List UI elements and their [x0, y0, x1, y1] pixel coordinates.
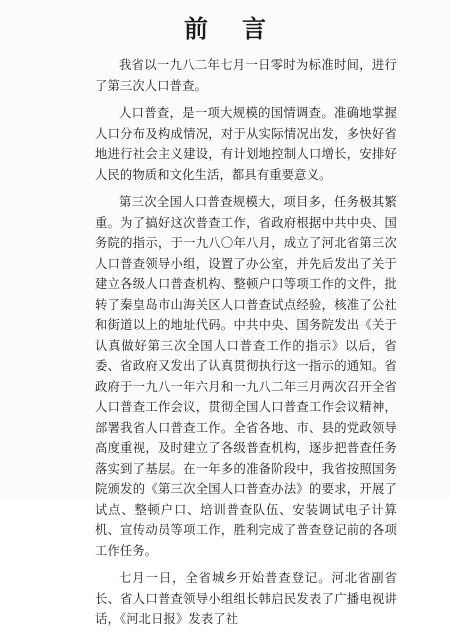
- paragraph-3: 第三次全国人口普查规模大，项目多，任务极其繁重。为了搞好这次普查工作，省政府根据中共中央、国务院的指示，于一九八〇年八月，成立了河北省第三次人口普查领导小组，设置了办公室，并先后发出了关于建立各级人口普查机构、整顿户口等项工作的文件，批转了秦皇岛市山海关区人口普查试点经验，核准了公社和街道以上的地址代码。中共中央、国务院发出《关于认真做好第三次全国人口普查工作的指示》以后，省委、省政府又发出了认真贯彻执行这一指示的通知。省政府于一九八一年六月和一九八二年三月两次召开全省人口普查工作会议，贯彻全国人口普查工作会议精神，部署我省人口普查工作。全省各地、市、县的党政领导高度重视，及时建立了各级普查机构，逐步把普查任务落实到了基层。在一年多的准备阶段中，我省按照国务院颁发的《第三次全国人口普查办法》的要求，开展了试点、整顿户口、培训普查队伍、安装调试电子计算机、宣传动员等项工作，胜利完成了普查登记前的各项工作任务。: [95, 195, 397, 558]
- body-text: [95, 55, 397, 637]
- paragraph-1: 我省以一九八二年七月一日零时为标准时间，进行了第三次人口普查。: [95, 58, 397, 93]
- paragraph-4: 七月一日，全省城乡开始普查登记。河北省副省长、省人口普查领导小组组长韩启民发表了广播电视讲话，《河北日报》发表了社: [95, 571, 397, 626]
- page-title: 前言: [184, 14, 300, 43]
- paragraph-2: 人口普查，是一项大规模的国情调查。准确地掌握人口分布及构成情况，对于从实际情况出发，多快好省地进行社会主义建设，有计划地控制人口增长，安排好人民的物质和文化生活，都具有重要意义。: [95, 106, 397, 182]
